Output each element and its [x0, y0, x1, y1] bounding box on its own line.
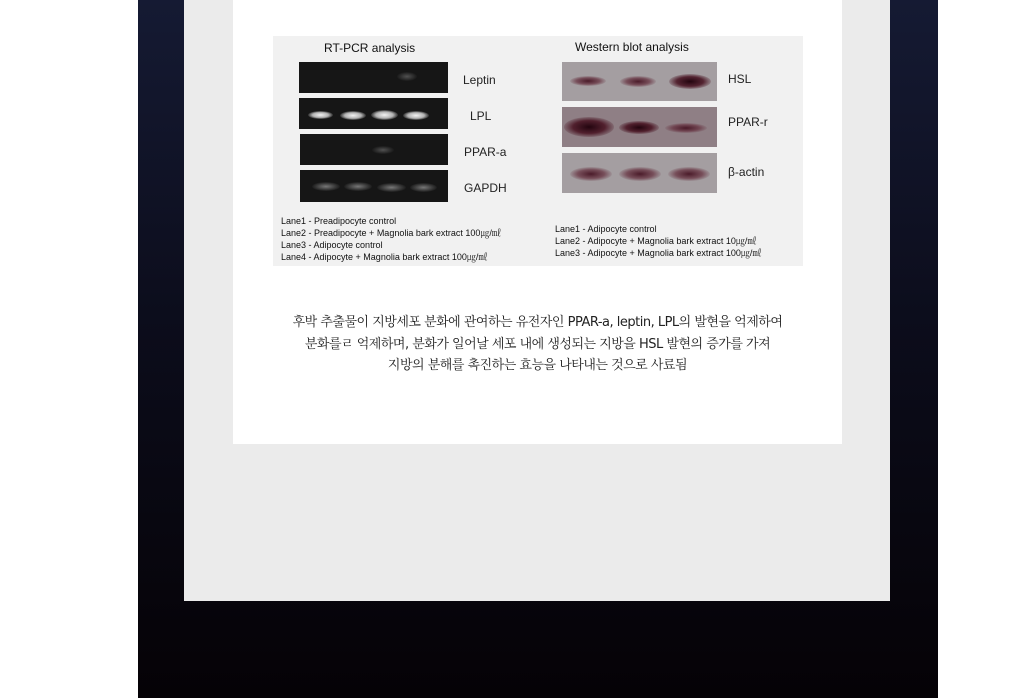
gene-label-ppar-a: PPAR-a [464, 145, 507, 159]
gene-label-lpl: LPL [470, 109, 492, 123]
blot-band [570, 167, 612, 181]
protein-label-hsl: HSL [728, 72, 752, 86]
caption-line: 지방의 분해를 촉진하는 효능을 나타내는 것으로 사료됨 [387, 358, 688, 373]
blot-row-beta-actin [562, 153, 717, 193]
gel-band [340, 111, 366, 120]
gel-row-gapdh [300, 170, 448, 202]
blot-row-hsl [562, 62, 717, 101]
gel-row-leptin [299, 62, 448, 93]
legend-item: Lane2 - Preadipocyte + Magnolia bark extract 100㎍/㎖ [281, 228, 501, 238]
legend-item: Lane1 - Preadipocyte control [281, 216, 397, 226]
blot-band [570, 76, 606, 86]
blot-band [619, 121, 659, 134]
blot-row-ppar-r [562, 107, 717, 147]
gel-band [403, 111, 429, 120]
gel-band [377, 183, 406, 192]
legend-item: Lane3 - Adipocyte control [281, 240, 383, 250]
blot-band [665, 123, 707, 133]
blot-band [564, 117, 614, 137]
experiment-figure [273, 36, 803, 266]
caption-line: 분화를ㄹ 억제하며, 분화가 일어날 세포 내에 생성되는 지방을 HSL 발현의 증가를 가져 [304, 336, 771, 352]
gel-band [372, 146, 394, 154]
gene-label-leptin: Leptin [463, 73, 496, 87]
gel-row-lpl [299, 98, 448, 129]
gel-row-ppar-a [300, 134, 448, 165]
gene-label-gapdh: GAPDH [464, 181, 507, 195]
legend-item: Lane4 - Adipocyte + Magnolia bark extract 100㎍/㎖ [281, 252, 488, 262]
western-title: Western blot analysis [575, 40, 689, 54]
gel-band [308, 111, 333, 119]
gel-band [371, 110, 398, 120]
legend-item: Lane2 - Adipocyte + Magnolia bark extract 10㎍/㎖ [555, 236, 757, 246]
legend-item: Lane1 - Adipocyte control [555, 224, 657, 234]
blot-band [668, 167, 710, 181]
caption-line: 후박 추출물이 지방세포 분화에 관여하는 유전자인 PPAR-a, leptin, LPL의 발현을 억제하여 [292, 315, 783, 330]
protein-label-ppar-r: PPAR-r [728, 115, 768, 129]
gel-band [397, 72, 417, 81]
rtpcr-title: RT-PCR analysis [324, 41, 416, 55]
gel-band [410, 183, 437, 192]
blot-band [669, 74, 711, 89]
gel-band [344, 182, 372, 191]
figure-caption [233, 312, 842, 377]
blot-band [619, 167, 661, 181]
gel-band [312, 182, 340, 191]
protein-label-beta-actin: β-actin [728, 165, 765, 179]
western-legend [555, 223, 761, 259]
legend-item: Lane3 - Adipocyte + Magnolia bark extract 100㎍/㎖ [555, 248, 762, 258]
blot-band [620, 76, 656, 87]
rtpcr-legend [281, 215, 501, 263]
